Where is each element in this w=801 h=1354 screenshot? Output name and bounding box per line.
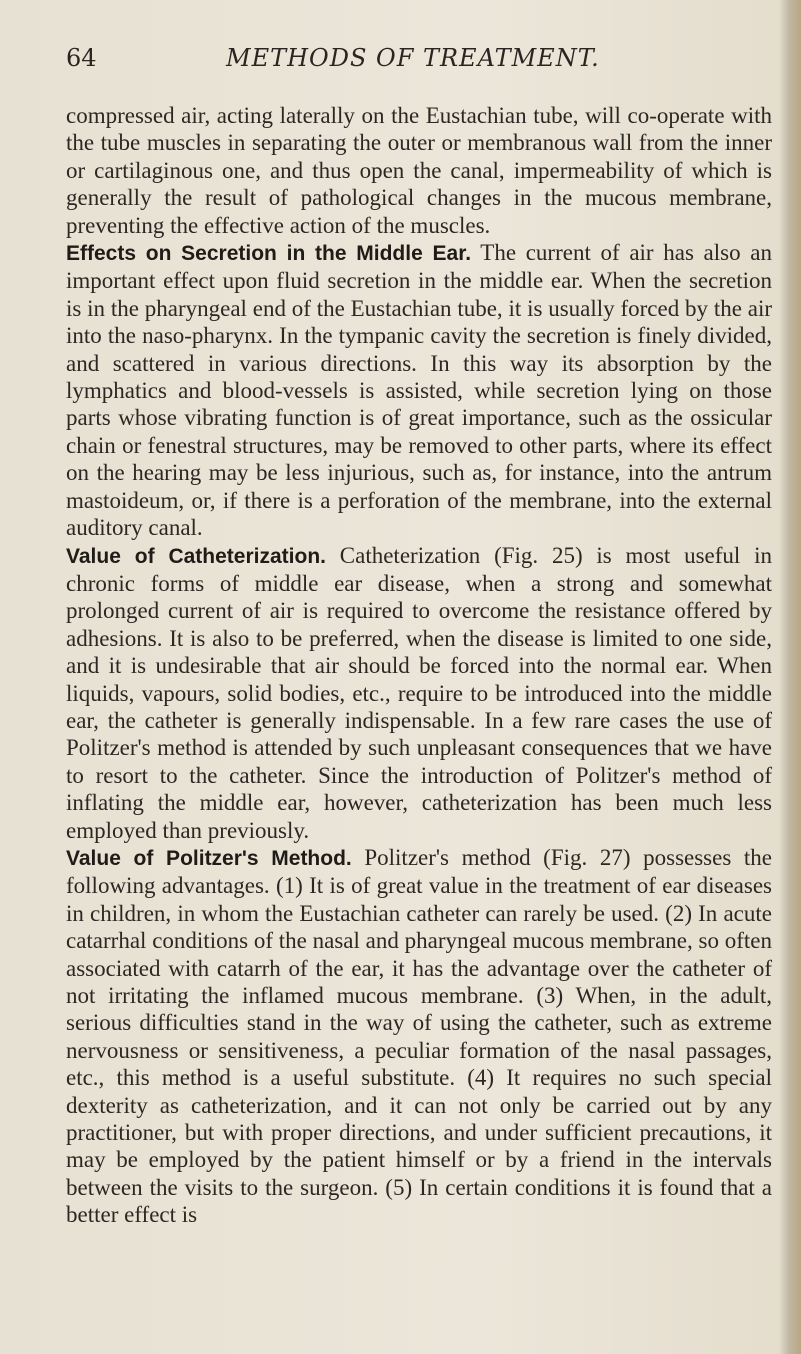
- paragraph-catheterization: [66, 542, 772, 844]
- paragraph-secretion: [66, 239, 772, 541]
- body-text: [66, 102, 772, 1229]
- paragraph-text: compressed air, acting laterally on the Eustachian tube, will co-operate with the tube muscles in separating the outer or membranous wall from the inner or cartilaginous one, and thus open the canal, impermeability of which is generally the result of pathological changes in the mucous membrane, preventing the effective action of the muscles.: [66, 103, 772, 238]
- page-edge-shadow: [779, 0, 801, 1354]
- section-heading: Value of Catheterization.: [66, 544, 326, 568]
- paragraph-text: The current of air has also an important effect upon fluid secretion in the middle ear. When the secretion is in the pharyngeal end of the Eustachian tube, it is usually forced by the air into the naso-pharynx. In the tympanic cavity the secretion is finely divided, and scattered in various directions. In this way its absorption by the lymphatics and blood-vessels is assisted, while secretion lying on those parts whose vibrating function is of great importance, such as the ossicular chain or fenestral structures, may be removed to other parts, where its effect on the hearing may be less injurious, such as, for instance, into the antrum mastoideum, or, if there is a perforation of the membrane, into the external auditory canal.: [66, 240, 772, 541]
- running-head: METHODS OF TREATMENT.: [226, 44, 600, 72]
- page-number: 64: [66, 44, 97, 72]
- paragraph-politzer: [66, 844, 772, 1229]
- paragraph-text: Politzer's method (Fig. 27) possesses the following advantages. (1) It is of great value in the treatment of ear diseases in children, in whom the Eustachian catheter can rarely be used. (2) In acute catarrhal conditions of the nasal and pharyngeal mucous membrane, so often associated with catarrh of the ear, it has the advantage over the catheter of not irritating the inflamed mucous membrane. (3) When, in the adult, serious difficulties stand in the way of using the catheter, such as extreme nervousness or sensitiveness, a peculiar formation of the nasal passages, etc., this method is a useful substitute. (4) It requires no such special dexterity as catheterization, and it can not only be carried out by any practitioner, but with proper directions, and under sufficient precautions, it may be employed by the patient himself or by a friend in the intervals between the visits to the surgeon. (5) In certain conditions it is found that a better effect is: [66, 844, 772, 1228]
- section-heading: Effects on Secretion in the Middle Ear.: [66, 242, 472, 266]
- paragraph-intro: [66, 102, 772, 239]
- section-heading: Value of Politzer's Method.: [66, 846, 352, 870]
- paragraph-text: Catheterization (Fig. 25) is most useful in chronic forms of middle ear disease, when a strong and somewhat prolonged current of air is required to overcome the resistance offered by adhesions. It is also to be preferred, when the disease is limited to one side, and it is undesirable that air should be forced into the normal ear. When liquids, vapours, solid bodies, etc., require to be introduced into the middle ear, the catheter is generally indispensable. In a few rare cases the use of Politzer's method is attended by such unpleasant consequences that we have to resort to the catheter. Since the introduction of Politzer's method of inflating the middle ear, however, catheterization has been much less employed than previously.: [66, 542, 772, 843]
- page-header: [66, 44, 746, 84]
